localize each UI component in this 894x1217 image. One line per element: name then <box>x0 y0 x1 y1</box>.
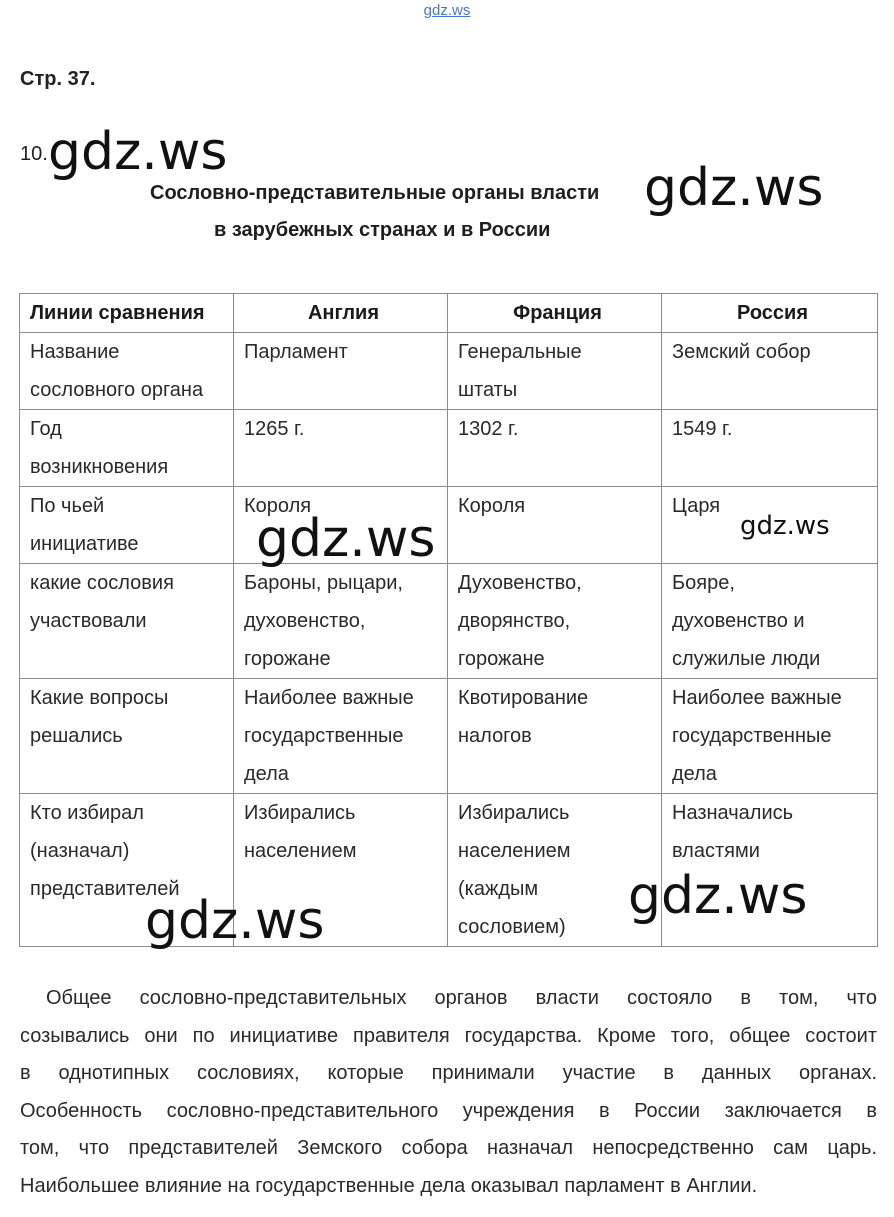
summary-line: Наибольшее влияние на государственные дела оказывал парламент в Англии. <box>20 1174 758 1197</box>
cell-criterion: По чьей инициативе <box>20 487 234 564</box>
table-row <box>20 410 878 487</box>
table-header-row <box>20 294 878 333</box>
cell-france: 1302 г. <box>448 410 662 487</box>
cell-england: Наиболее важные государственные дела <box>234 679 448 794</box>
cell-russia: 1549 г. <box>662 410 878 487</box>
cell-england: Избирались населением <box>234 794 448 947</box>
watermark: gdz.ws <box>628 866 808 926</box>
table-row <box>20 333 878 410</box>
cell-france: Короля <box>448 487 662 564</box>
cell-criterion: Кто избирал (назначал) представителей <box>20 794 234 947</box>
summary-line: том, что представителей Земского собора назначал непосредственно сам царь. <box>20 1137 877 1159</box>
page-reference: Стр. 37. <box>20 68 96 90</box>
summary-line: Особенность сословно-представительного учреждения в России заключается в <box>20 1099 877 1122</box>
cell-england: 1265 г. <box>234 410 448 487</box>
cell-france: Избирались населением (каждым сословием) <box>448 794 662 947</box>
cell-england: Короля <box>234 487 448 564</box>
watermark: gdz.ws <box>740 511 830 541</box>
cell-russia: Земский собор <box>662 333 878 410</box>
cell-criterion: Какие вопросы решались <box>20 679 234 794</box>
cell-england: Бароны, рыцари, духовенство, горожане <box>234 564 448 679</box>
summary-paragraph <box>20 980 877 1205</box>
cell-criterion: какие сословия участвовали <box>20 564 234 679</box>
table-row <box>20 564 878 679</box>
header-france: Франция <box>448 294 662 333</box>
table-row <box>20 679 878 794</box>
watermark: gdz.ws <box>644 158 824 218</box>
table-title-line-1: Сословно-представительные органы власти <box>150 182 600 204</box>
cell-criterion: Название сословного органа <box>20 333 234 410</box>
header-russia: Россия <box>662 294 878 333</box>
cell-russia: Царя <box>662 487 878 564</box>
cell-russia: Бояре, духовенство и служилые люди <box>662 564 878 679</box>
cell-russia: Наиболее важные государственные дела <box>662 679 878 794</box>
watermark: gdz.ws <box>48 122 228 182</box>
header-england: Англия <box>234 294 448 333</box>
cell-france: Духовенство, дворянство, горожане <box>448 564 662 679</box>
cell-russia: Назначались властями <box>662 794 878 947</box>
watermark: gdz.ws <box>145 891 325 951</box>
top-watermark-link[interactable]: gdz.ws <box>423 2 471 19</box>
comparison-table <box>19 293 878 951</box>
cell-england: Парламент <box>234 333 448 410</box>
task-number: 10. <box>20 143 48 165</box>
summary-line: в однотипных сословиях, которые принимали участие в данных органах. <box>20 1062 877 1084</box>
table-title-line-2: в зарубежных странах и в России <box>214 219 551 241</box>
cell-criterion: Год возникновения <box>20 410 234 487</box>
header-criteria: Линии сравнения <box>20 294 234 333</box>
cell-france: Квотирование налогов <box>448 679 662 794</box>
watermark: gdz.ws <box>256 509 436 569</box>
summary-line: созывались они по инициативе правителя государства. Кроме того, общее состоит <box>20 1024 877 1047</box>
summary-line: Общее сословно-представительных органов власти состояло в том, что <box>46 987 877 1009</box>
cell-france: Генеральные штаты <box>448 333 662 410</box>
